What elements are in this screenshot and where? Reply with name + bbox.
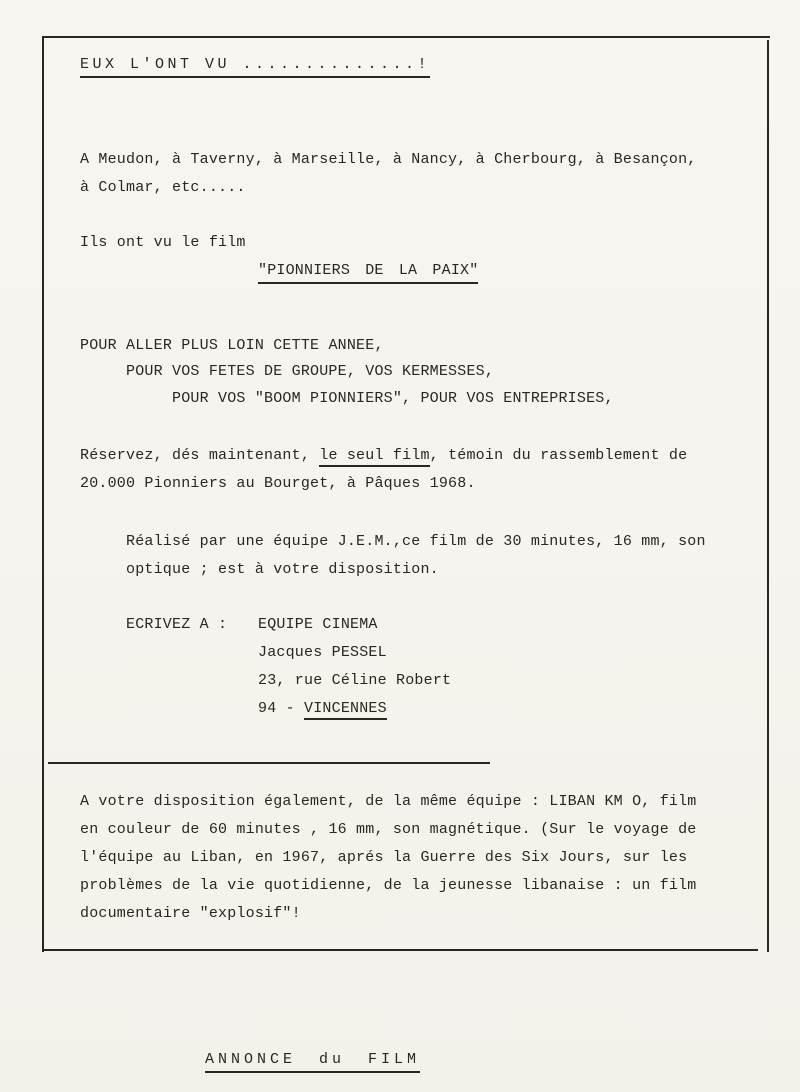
address-line-3: 23, rue Céline Robert — [258, 672, 452, 689]
footer-title: ANNONCE du FILM — [205, 1050, 420, 1073]
film-title: "PIONNIERS DE LA PAIX" — [258, 261, 478, 284]
realise-line-1: Réalisé par une équipe J.E.M.,ce film de 30 minutes, 16 mm, son — [126, 533, 706, 550]
frame-bottom-rule — [42, 949, 758, 951]
realise-line-2: optique ; est à votre disposition. — [126, 561, 439, 578]
address-line-1: EQUIPE CINEMA — [258, 616, 378, 633]
address-zip: 94 - — [258, 700, 305, 717]
intro-line-2: à Colmar, etc..... — [80, 179, 246, 196]
also-line-4: problèmes de la vie quotidienne, de la jeunesse libanaise : un film — [80, 877, 697, 894]
ecrivez-label: ECRIVEZ A : — [126, 616, 228, 633]
reserve-line-2: 20.000 Pionniers au Bourget, à Pâques 1968. — [80, 475, 476, 492]
also-line-3: l'équipe au Liban, en 1967, aprés la Guerre des Six Jours, sur les — [80, 849, 688, 866]
reserve-pre: Réservez, dés maintenant, — [80, 447, 320, 464]
reserve-post: , témoin du rassemblement de — [429, 447, 688, 464]
address-line-4 — [258, 699, 387, 719]
seen-line: Ils ont vu le film — [80, 234, 246, 251]
frame-left-rule — [42, 36, 44, 952]
aller-line-3: POUR VOS "BOOM PIONNIERS", POUR VOS ENTREPRISES, — [172, 390, 614, 407]
reserve-underlined: le seul film — [319, 447, 429, 467]
reserve-line-1 — [80, 446, 687, 466]
address-city: VINCENNES — [304, 700, 387, 720]
aller-line-1: POUR ALLER PLUS LOIN CETTE ANNEE, — [80, 337, 384, 354]
intro-line-1: A Meudon, à Taverny, à Marseille, à Nancy, à Cherbourg, à Besançon, — [80, 151, 697, 168]
frame-right-rule — [767, 40, 769, 952]
also-line-5: documentaire "explosif"! — [80, 905, 301, 922]
also-line-2: en couleur de 60 minutes , 16 mm, son magnétique. (Sur le voyage de — [80, 821, 697, 838]
also-line-1: A votre disposition également, de la même équipe : LIBAN KM O, film — [80, 793, 697, 810]
section-divider — [48, 762, 490, 764]
frame-top-rule — [42, 36, 770, 38]
page-heading: EUX L'ONT VU ..............! — [80, 55, 430, 78]
aller-line-2: POUR VOS FETES DE GROUPE, VOS KERMESSES, — [126, 363, 495, 380]
address-line-2: Jacques PESSEL — [258, 644, 387, 661]
